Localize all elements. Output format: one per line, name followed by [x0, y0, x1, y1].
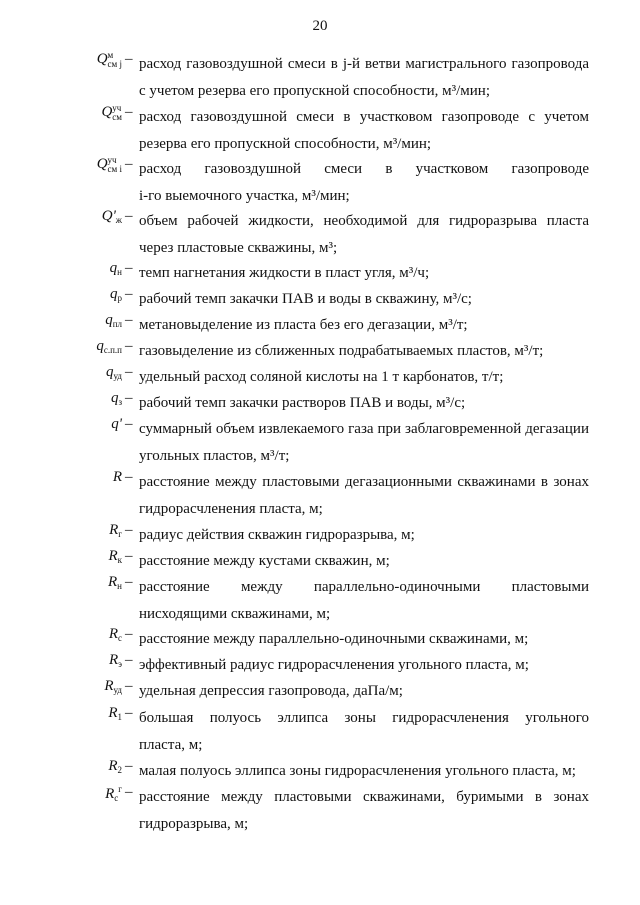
definition-text [139, 522, 589, 549]
definition-text [139, 678, 589, 705]
definition-line: через пластовые скважины, м³; [139, 240, 338, 256]
definition-line: резерва его пропускной способности, м³/мин; [139, 136, 432, 152]
dash: – [125, 104, 133, 120]
dash: – [125, 522, 133, 538]
definition-text [139, 784, 589, 838]
symbol: $R_с^г$ [105, 784, 122, 803]
definition-text [139, 312, 589, 339]
definition-text [139, 705, 589, 759]
definition-line: малая полуось эллипса зоны гидрорасчленения угольного пласта, м; [139, 763, 576, 779]
definition-line: удельная депрессия газопровода, даПа/м; [139, 683, 403, 699]
definition-line: расход газовоздушной смеси в j-й ветви магистрального газопровода [139, 56, 589, 72]
definition-line: расстояние между пластовыми дегазационными скважинами в зонах [139, 474, 589, 490]
definition-text [139, 574, 589, 628]
symbol: q' [111, 416, 122, 432]
dash: – [125, 416, 133, 432]
definition-line: рабочий темп закачки ПАВ и воды в скважину, м³/с; [139, 291, 472, 307]
symbol: R [112, 469, 122, 485]
definition-line: расстояние между кустами скважин, м; [139, 553, 390, 569]
definition-text [139, 51, 589, 105]
definition-line: темп нагнетания жидкости в пласт угля, м³/ч; [139, 265, 430, 281]
definition-text [139, 390, 589, 417]
definition-line: рабочий темп закачки растворов ПАВ и воды, м³/с; [139, 395, 466, 411]
dash: – [125, 758, 133, 774]
dash: – [125, 548, 133, 564]
symbol: $R_с$ [108, 626, 122, 643]
dash: – [125, 784, 133, 800]
symbol: Qм см j [96, 50, 122, 69]
symbol: $R_к$ [108, 548, 122, 565]
definition-line: большая полуось эллипса зоны гидрорасчленения угольного [139, 710, 589, 726]
dash: – [125, 626, 133, 642]
dash: – [125, 705, 133, 721]
dash: – [125, 312, 133, 328]
symbol: $R_г$ [109, 522, 122, 539]
definition-line: с учетом резерва его пропускной способности, м³/мин; [139, 83, 490, 99]
definition-text [139, 469, 589, 523]
dash: – [125, 364, 133, 380]
symbol: $Q'_ж$ [101, 208, 122, 225]
definition-line: суммарный объем извлекаемого газа при заблаговременной дегазации [139, 421, 589, 437]
dash: – [125, 286, 133, 302]
definition-line: расстояние между пластовыми скважинами, буримыми в зонах [139, 789, 589, 805]
definition-line: угольных пластов, м³/т; [139, 448, 290, 464]
definition-line: эффективный радиус гидрорасчленения угольного пласта, м; [139, 657, 529, 673]
dash: – [125, 51, 133, 67]
definition-text [139, 208, 589, 262]
definition-text [139, 156, 589, 210]
definition-line: гидроразрыва, м; [139, 816, 249, 832]
symbol: $R_1$ [108, 705, 122, 722]
definition-line: расстояние между параллельно-одиночными скважинами, м; [139, 631, 529, 647]
definition-text [139, 626, 589, 653]
definition-line: пласта, м; [139, 737, 203, 753]
dash: – [125, 208, 133, 224]
symbol: Qуч см i [96, 155, 122, 174]
definition-line: i-го выемочного участка, м³/мин; [139, 188, 350, 204]
definition-text [139, 338, 589, 365]
definition-text [139, 260, 589, 287]
definition-text [139, 286, 589, 313]
dash: – [125, 260, 133, 276]
symbol: $q_{с.п.п}$ [96, 338, 122, 355]
dash: – [125, 338, 133, 354]
definition-line: объем рабочей жидкости, необходимой для гидроразрыва пласта [139, 213, 589, 229]
symbol: Qуч см [101, 103, 122, 122]
symbol: $q_р$ [110, 286, 122, 303]
symbol: $R_2$ [108, 758, 122, 775]
symbol: $R_э$ [108, 652, 122, 669]
definition-text [139, 652, 589, 679]
definition-text [139, 548, 589, 575]
symbol: $q_н$ [109, 260, 122, 277]
definition-line: расход газовоздушной смеси в участковом газопроводе с учетом [139, 109, 589, 125]
definition-line: метановыделение из пласта без его дегазации, м³/т; [139, 317, 468, 333]
symbol: $q_з$ [110, 390, 122, 407]
symbol: $R_{уд}$ [104, 678, 122, 695]
dash: – [125, 390, 133, 406]
dash: – [125, 678, 133, 694]
symbol: $q_{уд}$ [105, 364, 122, 381]
definition-line: газовыделение из сближенных подрабатываемых пластов, м³/т; [139, 343, 544, 359]
dash: – [125, 469, 133, 485]
symbol: $R_н$ [108, 574, 122, 591]
definition-text [139, 416, 589, 470]
definition-line: радиус действия скважин гидроразрыва, м; [139, 527, 415, 543]
definition-line: удельный расход соляной кислоты на 1 т карбонатов, т/т; [139, 369, 504, 385]
dash: – [125, 574, 133, 590]
definition-text [139, 364, 589, 391]
page-number: 20 [312, 18, 328, 34]
definition-text [139, 758, 589, 785]
definition-line: расстояние между параллельно-одиночными пластовыми [139, 579, 589, 595]
definition-line: нисходящими скважинами, м; [139, 606, 331, 622]
symbol: $q_{пл}$ [105, 312, 122, 329]
dash: – [125, 652, 133, 668]
definition-line: расход газовоздушной смеси в участковом газопроводе [139, 161, 589, 177]
definition-line: гидрорасчленения пласта, м; [139, 501, 323, 517]
definition-text [139, 104, 589, 158]
dash: – [125, 156, 133, 172]
